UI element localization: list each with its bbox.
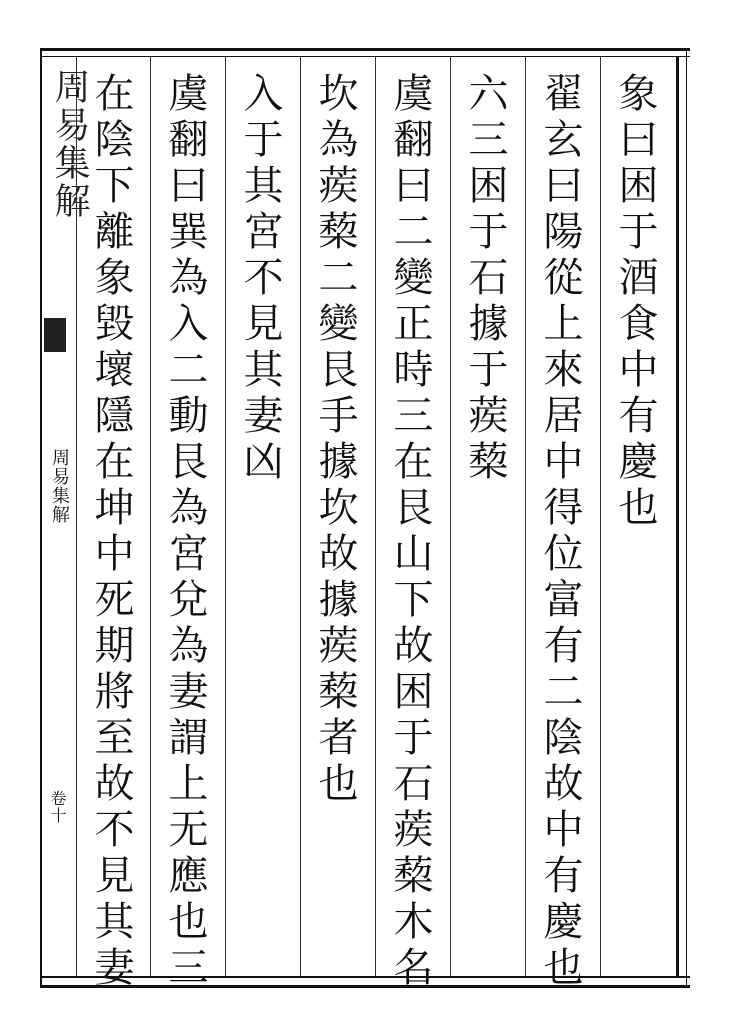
column-divider: [300, 56, 301, 976]
running-title: 周易集解: [49, 68, 90, 220]
text-column-3: 六三困于石據于蒺蔾: [462, 72, 508, 486]
column-divider: [450, 56, 451, 976]
text-column-8: 在陰下離象毀壞隱在坤中死期將至故不見其妻: [88, 72, 134, 992]
right-border: [676, 56, 679, 978]
bottom-inner-border: [40, 976, 690, 978]
top-inner-border: [40, 56, 690, 57]
column-divider: [150, 56, 151, 976]
right-outer-border: [686, 48, 687, 988]
text-column-7: 虞翻曰巽為入二動艮為宮兌為妻謂上无應也三: [162, 72, 208, 992]
left-border: [40, 48, 42, 988]
page-number: 卷十: [48, 790, 67, 824]
text-column-1: 象曰困于酒食中有慶也: [612, 72, 658, 532]
fishtail-mark: [44, 318, 66, 352]
top-border: [40, 48, 690, 51]
bottom-border: [40, 985, 690, 988]
text-column-2: 翟玄曰陽從上來居中得位富有二陰故中有慶也: [537, 72, 583, 992]
column-divider: [225, 56, 226, 976]
text-column-6: 入于其宮不見其妻凶: [237, 72, 283, 486]
column-divider: [525, 56, 526, 976]
book-title: 周易集解: [49, 448, 70, 524]
column-divider: [600, 56, 601, 976]
column-divider: [375, 56, 376, 976]
text-column-5: 坎為蒺蔾二變艮手據坎故據蒺蔾者也: [312, 72, 358, 808]
text-column-4: 虞翻曰二變正時三在艮山下故困于石蒺蔾木名: [387, 72, 433, 992]
